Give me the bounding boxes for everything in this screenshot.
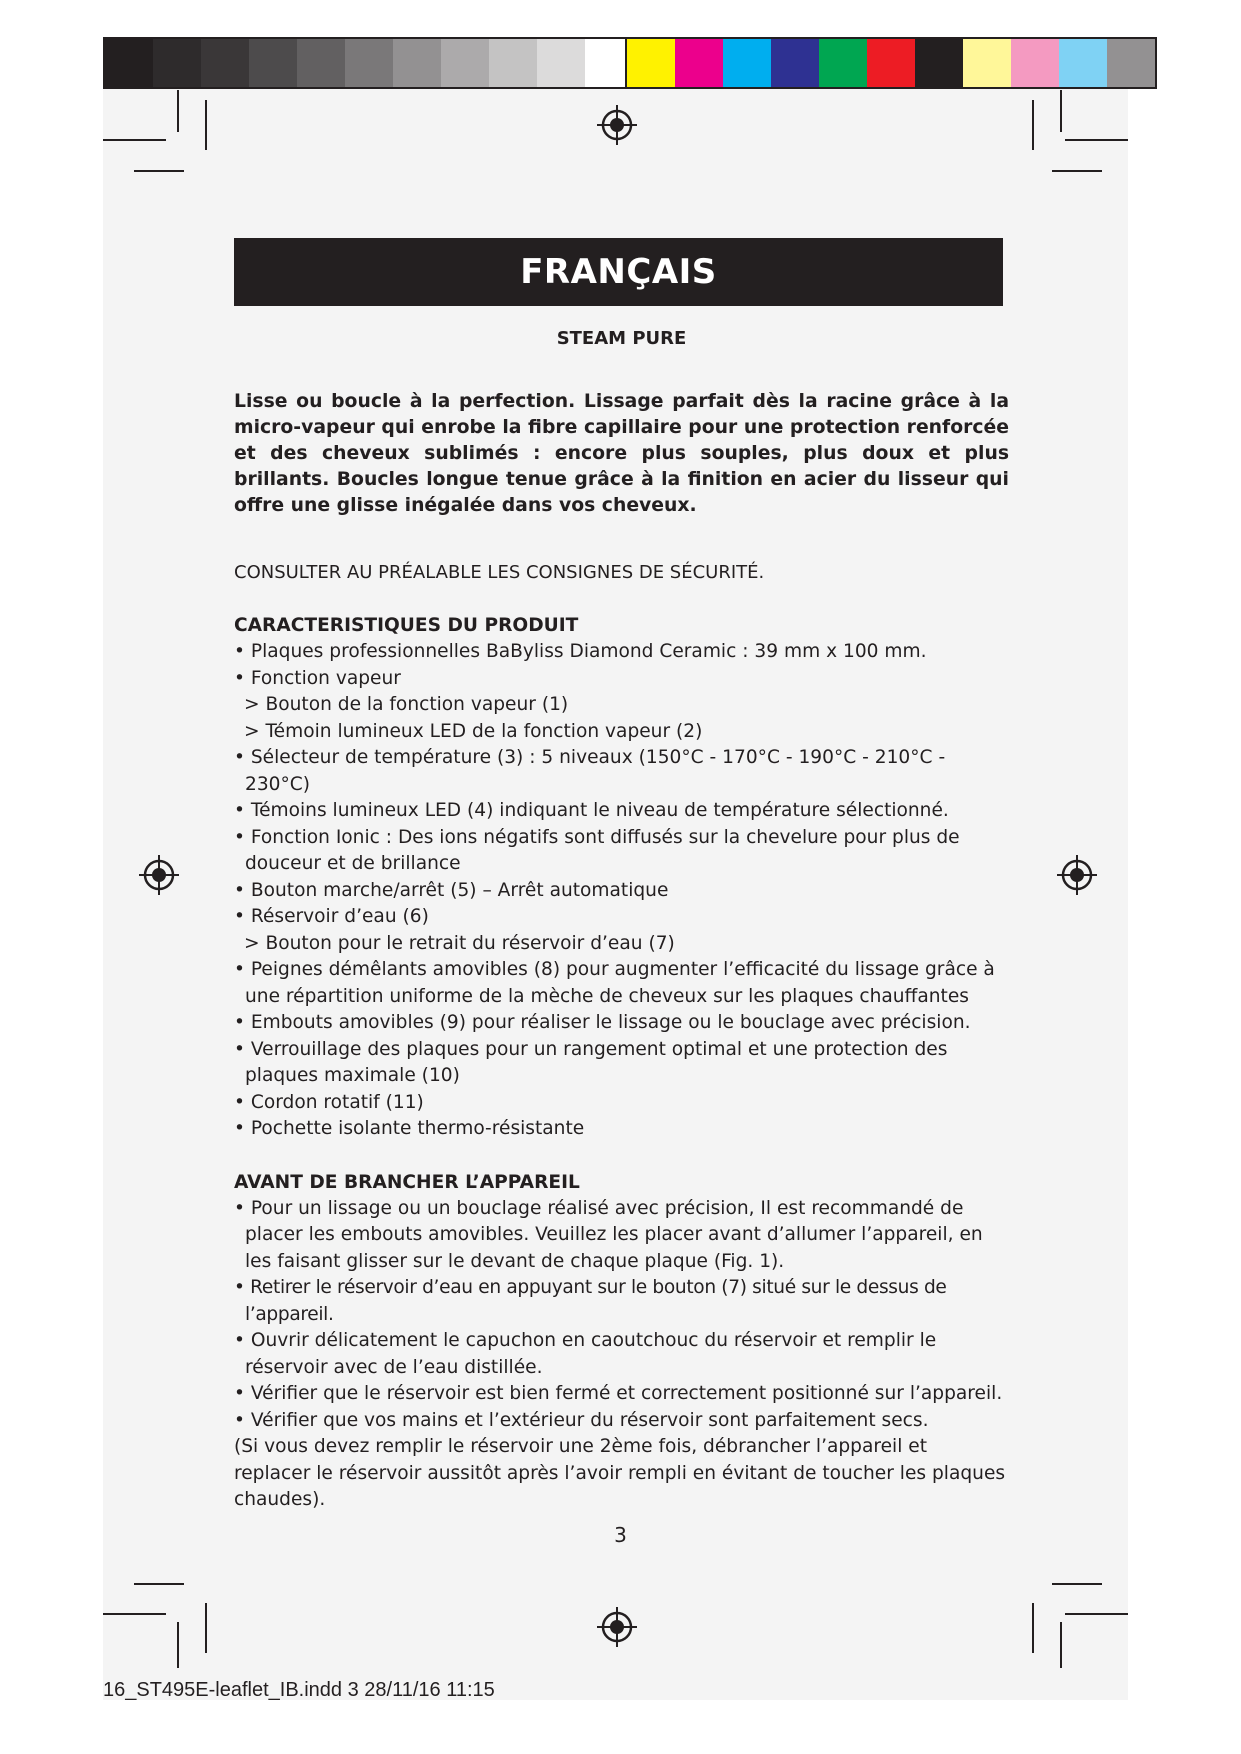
registration-target-icon — [597, 105, 637, 145]
crop-mark — [1065, 139, 1128, 141]
color-swatch — [1011, 39, 1059, 87]
list-item: • Plaques professionnelles BaByliss Diamond Ceramic : 39 mm x 100 mm. — [234, 641, 927, 662]
color-swatch — [249, 39, 297, 87]
safety-notice: CONSULTER AU PRÉALABLE LES CONSIGNES DE SÉCURITÉ. — [234, 561, 765, 583]
crop-mark — [134, 170, 184, 172]
crop-mark — [1060, 1622, 1062, 1668]
color-swatch — [105, 39, 153, 87]
list-item: • Peignes démêlants amovibles (8) pour augmenter l’efficacité du lissage grâce à une répartition uniforme de la mèche de cheveux sur les plaques chauffantes — [234, 959, 995, 1007]
color-swatch — [723, 39, 771, 87]
crop-mark — [177, 1622, 179, 1668]
list-item: • Fonction Ionic : Des ions négatifs sont diffusés sur la chevelure pour plus de douceur et de brillance — [234, 826, 960, 874]
color-swatch — [489, 39, 537, 87]
color-swatch — [537, 39, 585, 87]
color-swatch — [675, 39, 723, 87]
color-swatch — [393, 39, 441, 87]
crop-mark — [177, 90, 179, 132]
main-content — [234, 320, 1009, 1514]
color-swatch — [915, 39, 963, 87]
language-title-bar — [234, 238, 1003, 306]
list-item: • Bouton marche/arrêt (5) – Arrêt automatique — [234, 879, 669, 901]
page-number: 3 — [614, 1523, 627, 1547]
color-swatch — [771, 39, 819, 87]
list-item: • Embouts amovibles (9) pour réaliser le lissage ou le bouclage avec précision. — [234, 1012, 971, 1033]
crop-mark — [1032, 100, 1034, 150]
list-item: • Réservoir d’eau (6) — [234, 906, 429, 927]
registration-target-icon — [139, 855, 179, 895]
list-item: • Vérifier que vos mains et l’extérieur du réservoir sont parfaitement secs. — [234, 1409, 929, 1431]
features-heading: CARACTERISTIQUES DU PRODUIT — [234, 615, 579, 636]
list-item: • Ouvrir délicatement le capuchon en caoutchouc du réservoir et remplir le réservoir avec de l’eau distillée. — [234, 1330, 937, 1378]
color-swatch — [1059, 39, 1107, 87]
color-swatch — [867, 39, 915, 87]
crop-mark — [103, 139, 166, 141]
list-item: • Fonction vapeur — [234, 667, 401, 689]
list-item: > Bouton de la fonction vapeur (1) — [244, 694, 569, 715]
color-swatch — [627, 39, 675, 87]
grayscale-color-bar — [103, 37, 635, 89]
color-swatch — [963, 39, 1011, 87]
process-color-bar — [625, 37, 1157, 89]
list-item: • Sélecteur de température (3) : 5 niveaux (150°C - 170°C - 190°C - 210°C - 230°C) — [234, 747, 946, 795]
crop-mark — [1065, 1613, 1128, 1615]
crop-mark — [1032, 1603, 1034, 1653]
crop-mark — [1060, 90, 1062, 132]
color-swatch — [297, 39, 345, 87]
language-title: FRANÇAIS — [520, 252, 717, 292]
before-use-heading: AVANT DE BRANCHER L’APPAREIL — [234, 1171, 580, 1193]
color-swatch — [201, 39, 249, 87]
before-use-list — [234, 1196, 1009, 1435]
color-swatch — [345, 39, 393, 87]
crop-mark — [205, 1603, 207, 1653]
product-name: STEAM PURE — [556, 328, 687, 349]
list-item: • Témoins lumineux LED (4) indiquant le niveau de température sélectionné. — [234, 800, 949, 821]
list-item: • Pochette isolante thermo-résistante — [234, 1118, 585, 1139]
color-swatch — [1107, 39, 1155, 87]
crop-mark — [205, 100, 207, 150]
registration-target-icon — [1057, 855, 1097, 895]
print-slug: 16_ST495E-leaflet_IB.indd 3 28/11/16 11:15 — [103, 1679, 495, 1701]
color-swatch — [819, 39, 867, 87]
list-item: • Vérifier que le réservoir est bien fermé et correctement positionné sur l’appareil. — [234, 1383, 1003, 1404]
list-item: • Verrouillage des plaques pour un rangement optimal et une protection des plaques maximale (10) — [234, 1038, 948, 1086]
list-item: • Pour un lissage ou un bouclage réalisé avec précision, Il est recommandé de placer les embouts amovibles. Veuillez les placer avant d’allumer l’appareil, en les faisant glisser sur le devant de chaque plaque (Fig. 1). — [234, 1197, 983, 1272]
color-swatch — [153, 39, 201, 87]
intro-paragraph: Lisse ou boucle à la perfection. Lissage parfait dès la racine grâce à la micro-vapeur qui enrobe la fibre capillaire pour une protection renforcée et des cheveux sublimés : encore plus souples, plus doux et plus brillants. Boucles longue tenue grâce à la finition en acier du lisseur qui offre une glisse inégalée dans vos cheveux. — [234, 390, 1009, 516]
color-swatch — [441, 39, 489, 87]
features-list — [234, 639, 1009, 1143]
list-item: > Témoin lumineux LED de la fonction vapeur (2) — [244, 720, 703, 742]
refill-note: (Si vous devez remplir le réservoir une 2ème fois, débrancher l’appareil et replacer le réservoir aussitôt après l’avoir rempli en évitant de toucher les plaques chaudes). — [234, 1436, 1006, 1510]
crop-mark — [1052, 1583, 1102, 1585]
crop-mark — [103, 1613, 166, 1615]
registration-target-icon — [597, 1607, 637, 1647]
list-item: • Cordon rotatif (11) — [234, 1091, 424, 1113]
list-item: > Bouton pour le retrait du réservoir d’eau (7) — [244, 932, 675, 954]
crop-mark — [134, 1583, 184, 1585]
crop-mark — [1052, 170, 1102, 172]
list-item: • Retirer le réservoir d’eau en appuyant sur le bouton (7) situé sur le dessus de l’appareil. — [234, 1277, 947, 1325]
